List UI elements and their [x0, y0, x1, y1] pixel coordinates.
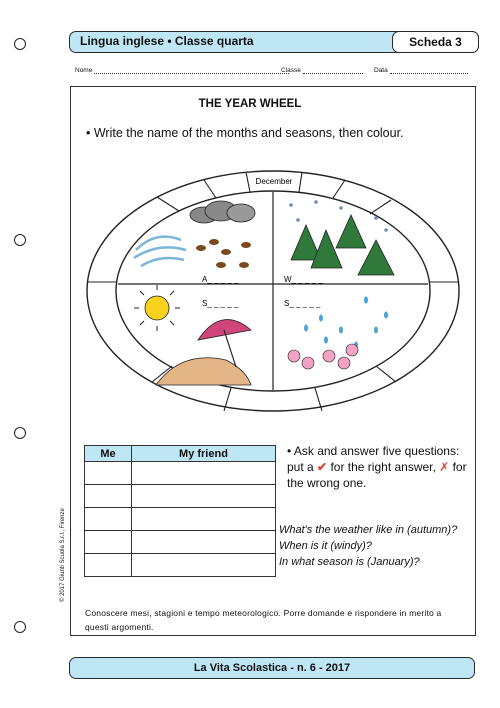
answer-cell[interactable]	[85, 485, 132, 508]
season-blank-spring: S_ _ _ _ _	[284, 299, 321, 308]
page-title: THE YEAR WHEEL	[198, 98, 302, 110]
table-row	[85, 508, 276, 531]
season-blank-autumn: A_ _ _ _ _	[202, 275, 239, 284]
answer-cell[interactable]	[85, 554, 132, 577]
cross-icon: ✗	[439, 460, 450, 474]
table-row	[85, 531, 276, 554]
question-3: In what season is (January)?	[279, 556, 420, 568]
footer-bar: La Vita Scolastica - n. 6 - 2017	[69, 657, 475, 679]
header-bar	[69, 31, 479, 53]
answer-cell[interactable]	[131, 531, 275, 554]
answer-cell[interactable]	[85, 462, 132, 485]
sample-questions	[279, 522, 469, 570]
name-line	[94, 67, 289, 74]
learning-objectives: Conoscere mesi, stagioni e tempo meteorologico. Porre domande e rispondere in merito a questi argomenti.	[85, 608, 442, 632]
answer-cell[interactable]	[131, 554, 275, 577]
answer-cell[interactable]	[131, 462, 275, 485]
subject-label: Lingua inglese • Classe quarta	[80, 34, 254, 48]
table-row	[85, 462, 276, 485]
binder-hole-3	[14, 427, 26, 439]
table-row	[85, 485, 276, 508]
month-label-december: December	[255, 177, 293, 186]
instruction: • Write the name of the months and seasons, then colour.	[86, 126, 404, 140]
class-label: Classe	[281, 67, 301, 74]
tick-icon: ✔	[317, 460, 328, 474]
year-wheel	[86, 170, 466, 420]
answers-table	[84, 445, 276, 577]
column-header-me: Me	[85, 446, 132, 462]
answer-cell[interactable]	[131, 485, 275, 508]
ask-line-1: • Ask and answer five questions: put a	[287, 444, 460, 474]
sheet-number: Scheda 3	[392, 31, 479, 53]
question-1: What's the weather like in (autumn)?	[279, 524, 458, 536]
table-row	[85, 554, 276, 577]
class-line	[303, 67, 363, 74]
column-header-friend: My friend	[131, 446, 275, 462]
season-blank-summer: S_ _ _ _ _	[202, 299, 239, 308]
answer-cell[interactable]	[85, 508, 132, 531]
date-label: Data	[374, 67, 388, 74]
season-blank-winter: W_ _ _ _ _	[284, 275, 323, 284]
binder-hole-2	[14, 234, 26, 246]
answer-cell[interactable]	[131, 508, 275, 531]
date-field	[374, 67, 468, 74]
name-label: Nome	[75, 67, 93, 74]
binder-hole-4	[14, 621, 26, 633]
ask-line-3: for the wrong one.	[287, 460, 467, 490]
question-2: When is it (windy)?	[279, 540, 372, 552]
binder-hole-1	[14, 38, 26, 50]
ask-line-2: for the right answer,	[330, 460, 436, 474]
class-field	[281, 67, 363, 74]
copyright-note: © 2017 Giunti Scuola S.r.l., Firenze	[60, 508, 66, 602]
answer-cell[interactable]	[85, 531, 132, 554]
date-line	[390, 67, 468, 74]
name-field	[75, 67, 289, 74]
ask-instruction	[287, 443, 467, 491]
